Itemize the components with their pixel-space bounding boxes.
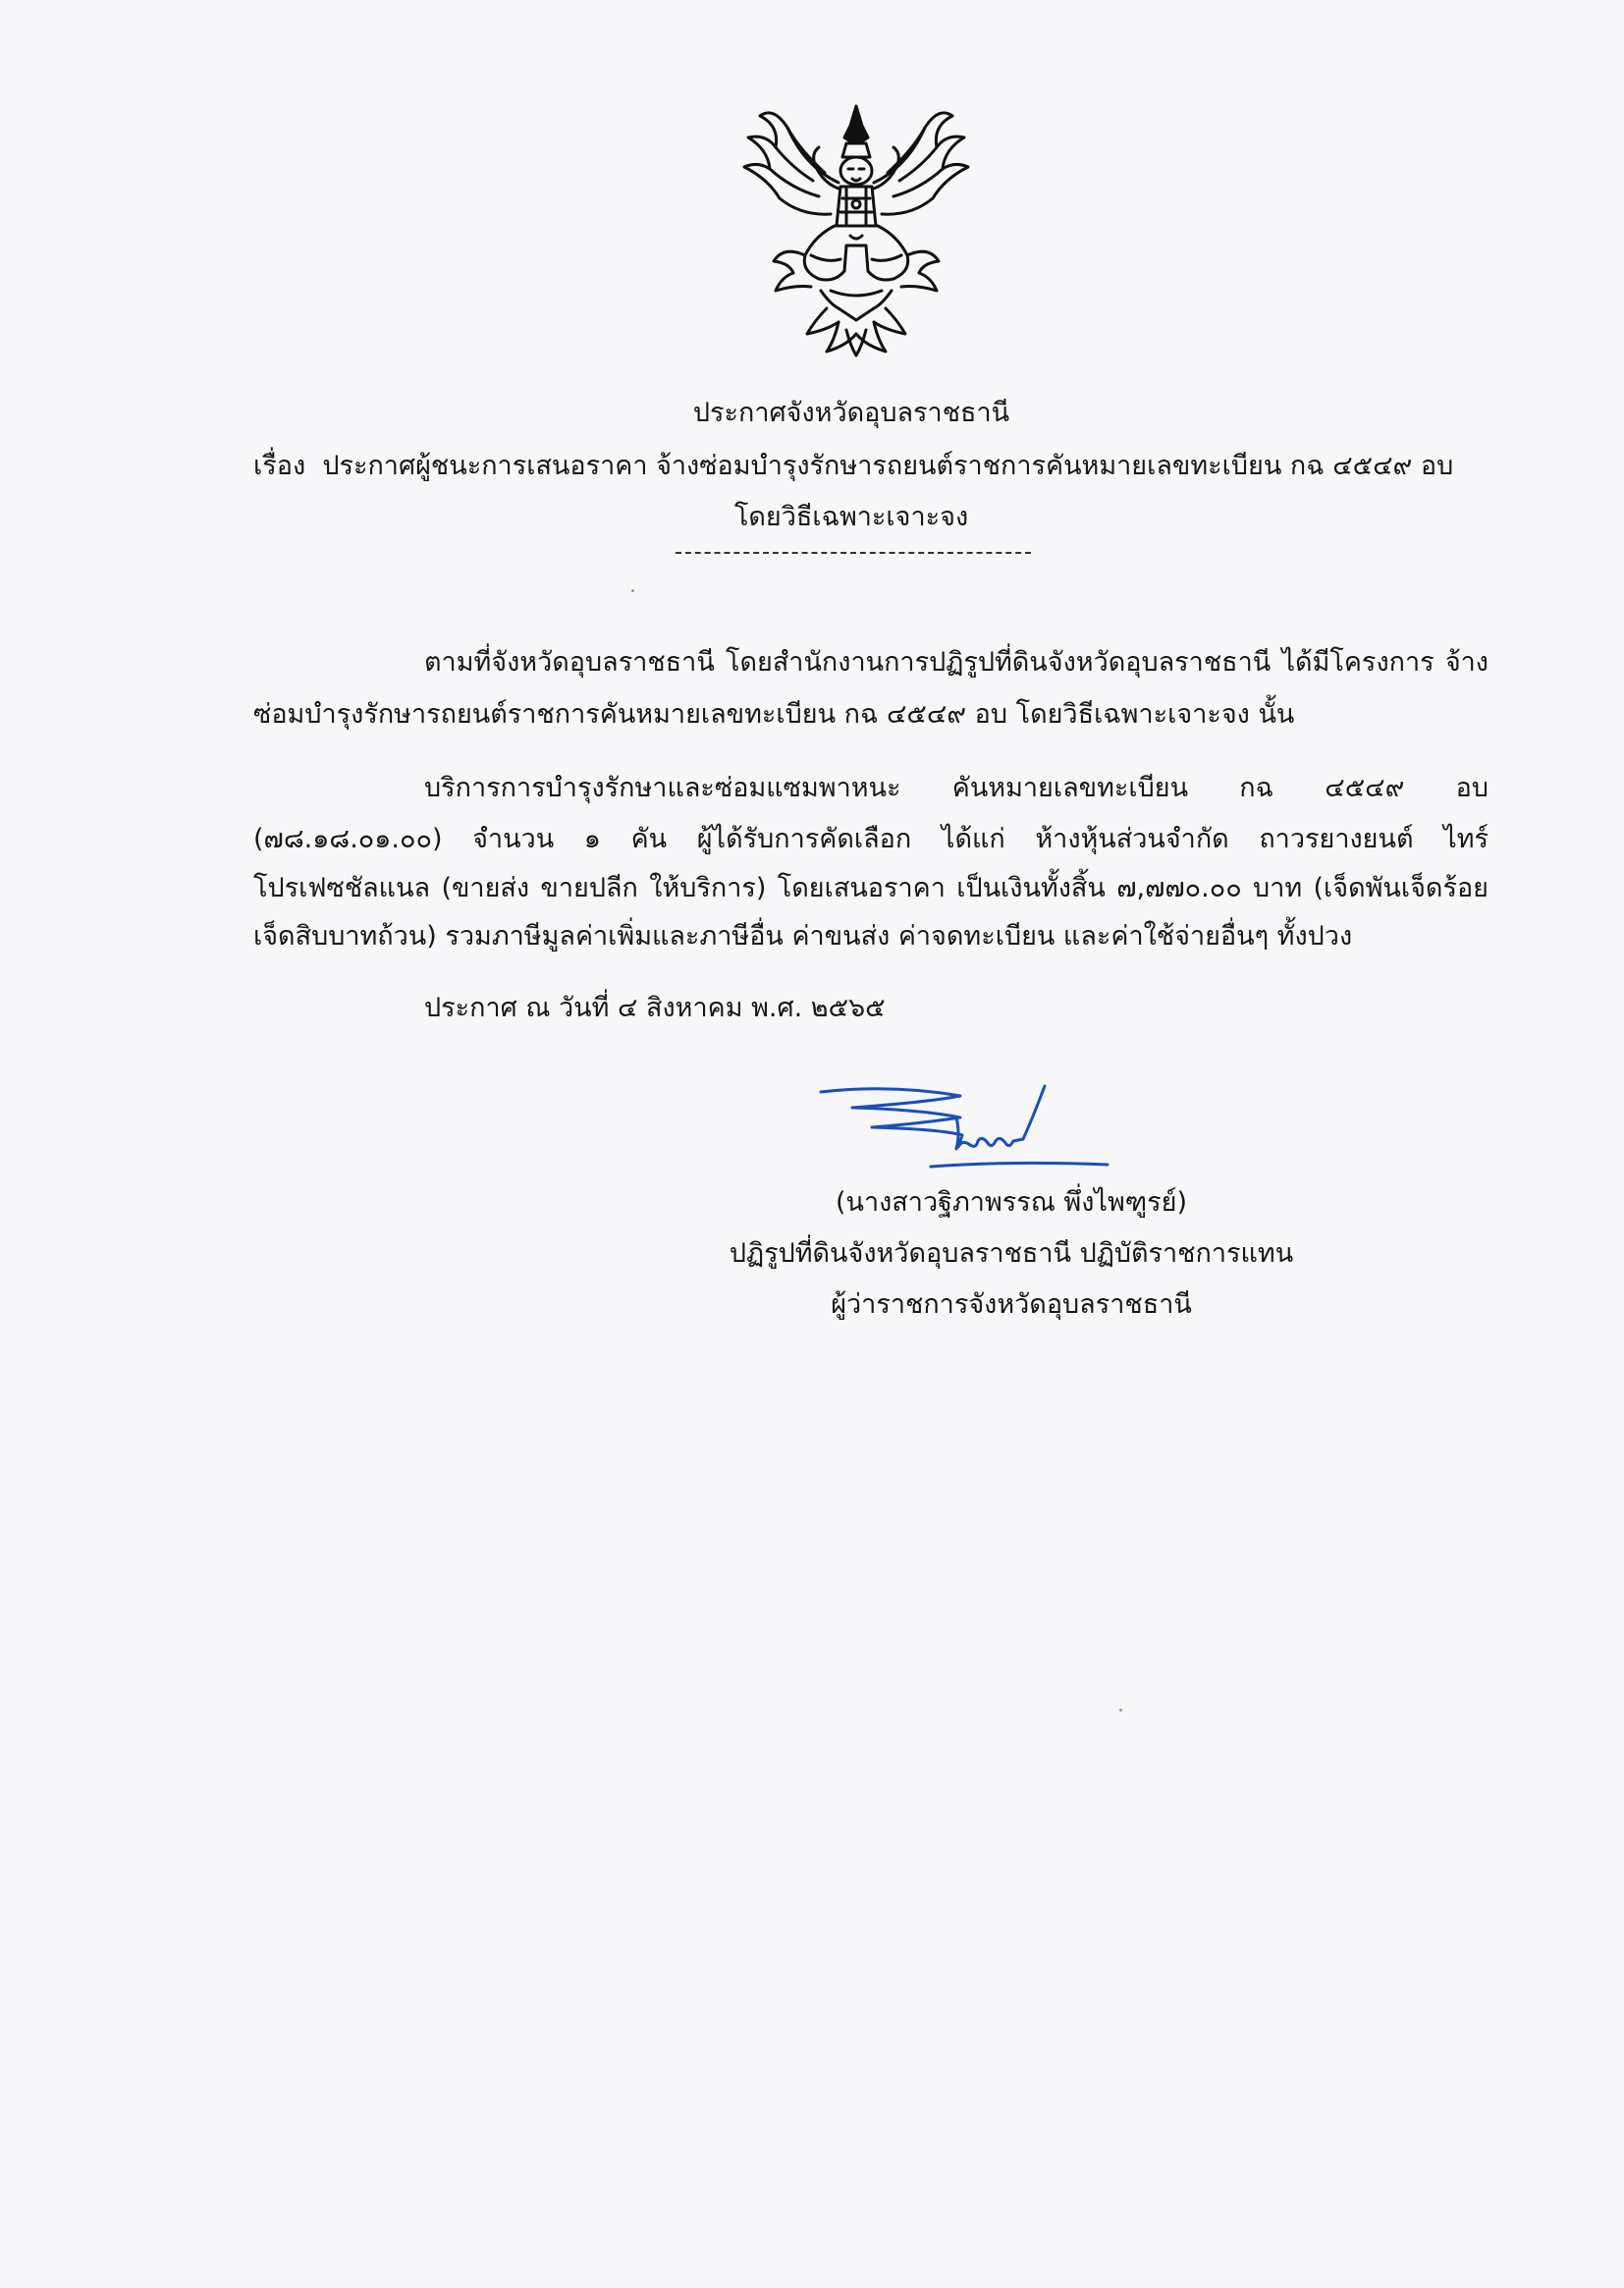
paragraph2-line2: (๗๘.๑๘.๐๑.๐๐) จำนวน ๑ คัน ผู้ได้รับการคัดเลือก ได้แก่ ห้างหุ้นส่วนจำกัด ถาวรยางยนต์ ไทร์	[253, 824, 1489, 854]
subject-label: เรื่อง	[253, 451, 306, 481]
paragraph1-line1: ตามที่จังหวัดอุบลราชธานี โดยสำนักงานการปฏิรูปที่ดินจังหวัดอุบลราชธานี ได้มีโครงการ จ้าง	[424, 647, 1489, 678]
paragraph2-line1: บริการการบำรุงรักษาและซ่อมแซมพาหนะ คันหมายเลขทะเบียน กฉ ๔๕๔๙ อบ	[424, 773, 1489, 803]
scan-speck	[1119, 1709, 1122, 1712]
subject-text-line2: โดยวิธีเฉพาะเจาะจง	[733, 502, 969, 532]
paragraph2-line3: โปรเฟซชัลแนล (ขายส่ง ขายปลีก ให้บริการ) โดยเสนอราคา เป็นเงินทั้งสิ้น ๗,๗๗๐.๐๐ บาท (เจ็ดพันเจ็ดร้อย	[253, 873, 1489, 903]
paragraph2-line4: เจ็ดสิบบาทถ้วน) รวมภาษีมูลค่าเพิ่มและภาษีอื่น ค่าขนส่ง ค่าจดทะเบียน และค่าใช้จ่ายอื่นๆ ทั้งปวง	[253, 921, 1353, 952]
announcement-date: ประกาศ ณ วันที่ ๔ สิงหาคม พ.ศ. ๒๕๖๕	[424, 993, 886, 1023]
signatory-position-line1: ปฏิรูปที่ดินจังหวัดอุบลราชธานี ปฏิบัติราชการแทน	[729, 1238, 1294, 1269]
signatory-name: (นางสาวฐิภาพรรณ พึ่งไพฑูรย์)	[835, 1187, 1188, 1218]
signatory-position-line2: ผู้ว่าราชการจังหวัดอุบลราชธานี	[831, 1289, 1192, 1320]
scan-speck	[631, 589, 634, 592]
divider	[676, 552, 1031, 554]
announcement-title: ประกาศจังหวัดอุบลราชธานี	[692, 398, 1010, 428]
subject-text: ประกาศผู้ชนะการเสนอราคา จ้างซ่อมบำรุงรักษารถยนต์ราชการคันหมายเลขทะเบียน กฉ ๔๕๔๙ อบ	[322, 451, 1454, 481]
paragraph1-line2: ซ่อมบำรุงรักษารถยนต์ราชการคันหมายเลขทะเบียน กฉ ๔๕๔๙ อบ โดยวิธีเฉพาะเจาะจง นั้น	[253, 699, 1295, 730]
garuda-emblem-icon	[736, 98, 977, 365]
subject-line	[253, 450, 1453, 483]
signature-image	[813, 1078, 1117, 1176]
